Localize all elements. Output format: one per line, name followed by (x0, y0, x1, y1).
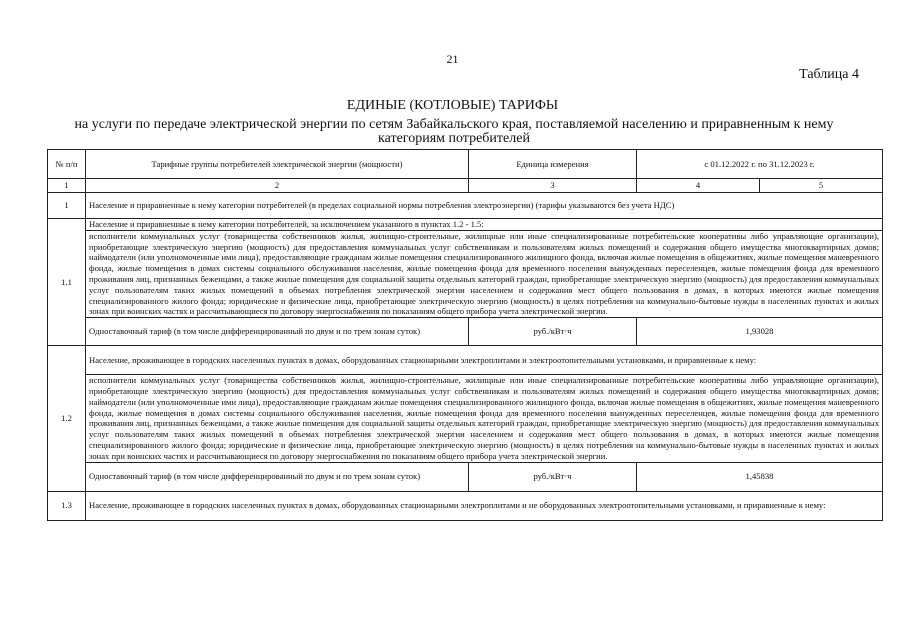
header-num: № п/п (48, 150, 86, 179)
document-subtitle: на услуги по передаче электрической энергии по сетям Забайкальского края, поставляемой населению и приравненным к нему категориям потребителей (74, 117, 834, 146)
table-label: Таблица 4 (799, 67, 859, 82)
header-groups: Тарифные группы потребителей электрической энергии (мощности) (86, 150, 469, 179)
table-row (48, 491, 883, 520)
row-heading: Население, проживающее в городских населенных пунктах в домах, оборудованных стационарными электроплитами и электроотопительными установками, и приравненные к нему: (86, 346, 883, 375)
tariff-label: Одноставочный тариф (в том числе дифференцированный по двум и по трем зонам суток) (86, 318, 469, 346)
table-header-row (48, 150, 883, 179)
table-row (48, 462, 883, 491)
header-unit: Единица измерения (469, 150, 637, 179)
row-text: Население и приравненные к нему категории потребителей (в пределах социальной нормы потребления электроэнергии) (тарифы указываются без учета НДС) (86, 193, 883, 219)
tariff-label: Одноставочный тариф (в том числе дифференцированный по двум и по трем зонам суток) (86, 462, 469, 491)
document-title: ЕДИНЫЕ (КОТЛОВЫЕ) ТАРИФЫ (346, 98, 559, 113)
table-row (48, 230, 883, 317)
row-number: 1 (48, 193, 86, 219)
col-number: 4 (637, 179, 760, 193)
row-body: исполнители коммунальных услуг (товарищества собственников жилья, жилищно-строительные, жилищные или иные специализированные потребительские кооперативы либо управляющие организации), приобретающие электрическую энергию (мощность) для предоставления коммунальных услуг собственникам и пользователям жилых помещений и содержания общего имущества многоквартирных домов; наймодатели (или уполномоченные ими лица), предоставляющие гражданам жилые помещения специализированного жилищного фонда, включая жилые помещения в общежитиях, жилые помещения маневренного фонда, жилые помещения в домах системы социального обслуживания населения, жилые помещения фонда для временного поселения вынужденных переселенцев, жилые помещения фонда для временного проживания лиц, признанных беженцами, а также жилые помещения для социальной защиты отдельных категорий граждан, приобретающие электрическую энергию (мощность) для предоставления коммунальных услуг пользователям таких жилых помещений в объемах потребления электрической энергии населением и содержания мест общего пользования в домах, в которых имеются жилые помещения специализированного жилого фонда; юридические и физические лица, приобретающие электрическую энергию (мощность) в целях потребления на коммунально-бытовые нужды в населенных пунктах и жилых зонах при воинских частях и рассчитывающиеся по договору энергоснабжения по показаниям общего прибора учета электрической энергии. (86, 230, 883, 317)
table-row (48, 318, 883, 346)
row-number: 1.3 (48, 491, 86, 520)
tariff-unit: руб./кВт·ч (469, 462, 637, 491)
col-number: 3 (469, 179, 637, 193)
page-number: 21 (446, 52, 459, 66)
column-number-row (48, 179, 883, 193)
col-number: 5 (760, 179, 883, 193)
tariff-unit: руб./кВт·ч (469, 318, 637, 346)
row-number: 1.2 (48, 346, 86, 491)
row-heading: Население и приравненные к нему категории потребителей, за исключением указанного в пунктах 1.2 - 1.5: (86, 219, 883, 231)
tariff-value: 1,93028 (637, 318, 883, 346)
tariff-value: 1,45838 (637, 462, 883, 491)
table-row (48, 346, 883, 375)
header-period: с 01.12.2022 г. по 31.12.2023 г. (637, 150, 883, 179)
row-heading: Население, проживающее в городских населенных пунктах в домах, оборудованных стационарными электроплитами и не оборудованных электроотопительными установками, и приравненные к нему: (86, 491, 883, 520)
table-row (48, 375, 883, 462)
tariff-table (47, 149, 883, 521)
row-number: 1.1 (48, 219, 86, 346)
table-row (48, 219, 883, 231)
col-number: 2 (86, 179, 469, 193)
row-body: исполнители коммунальных услуг (товарищества собственников жилья, жилищно-строительные, жилищные или иные специализированные потребительские кооперативы либо управляющие организации), приобретающие электрическую энергию (мощность) для предоставления коммунальных услуг собственникам и пользователям жилых помещений и содержания общего имущества многоквартирных домов; наймодатели (или уполномоченные ими лица), предоставляющие гражданам жилые помещения специализированного жилищного фонда, включая жилые помещения в общежитиях, жилые помещения маневренного фонда, жилые помещения в домах системы социального обслуживания населения, жилые помещения фонда для временного поселения вынужденных переселенцев, жилые помещения фонда для временного проживания лиц, признанных беженцами, а также жилые помещения для социальной защиты отдельных категорий граждан, приобретающие электрическую энергию (мощность) для предоставления коммунальных услуг пользователям таких жилых помещений в объемах потребления электрической энергии населением и содержания мест общего пользования в домах, в которых имеются жилые помещения специализированного жилого фонда; юридические и физические лица, приобретающие электрическую энергию (мощность) в целях потребления на коммунально-бытовые нужды в населенных пунктах и жилых зонах при воинских частях и рассчитывающиеся по договору энергоснабжения по показаниям общего прибора учета электрической энергии. (86, 375, 883, 462)
col-number: 1 (48, 179, 86, 193)
table-row (48, 193, 883, 219)
